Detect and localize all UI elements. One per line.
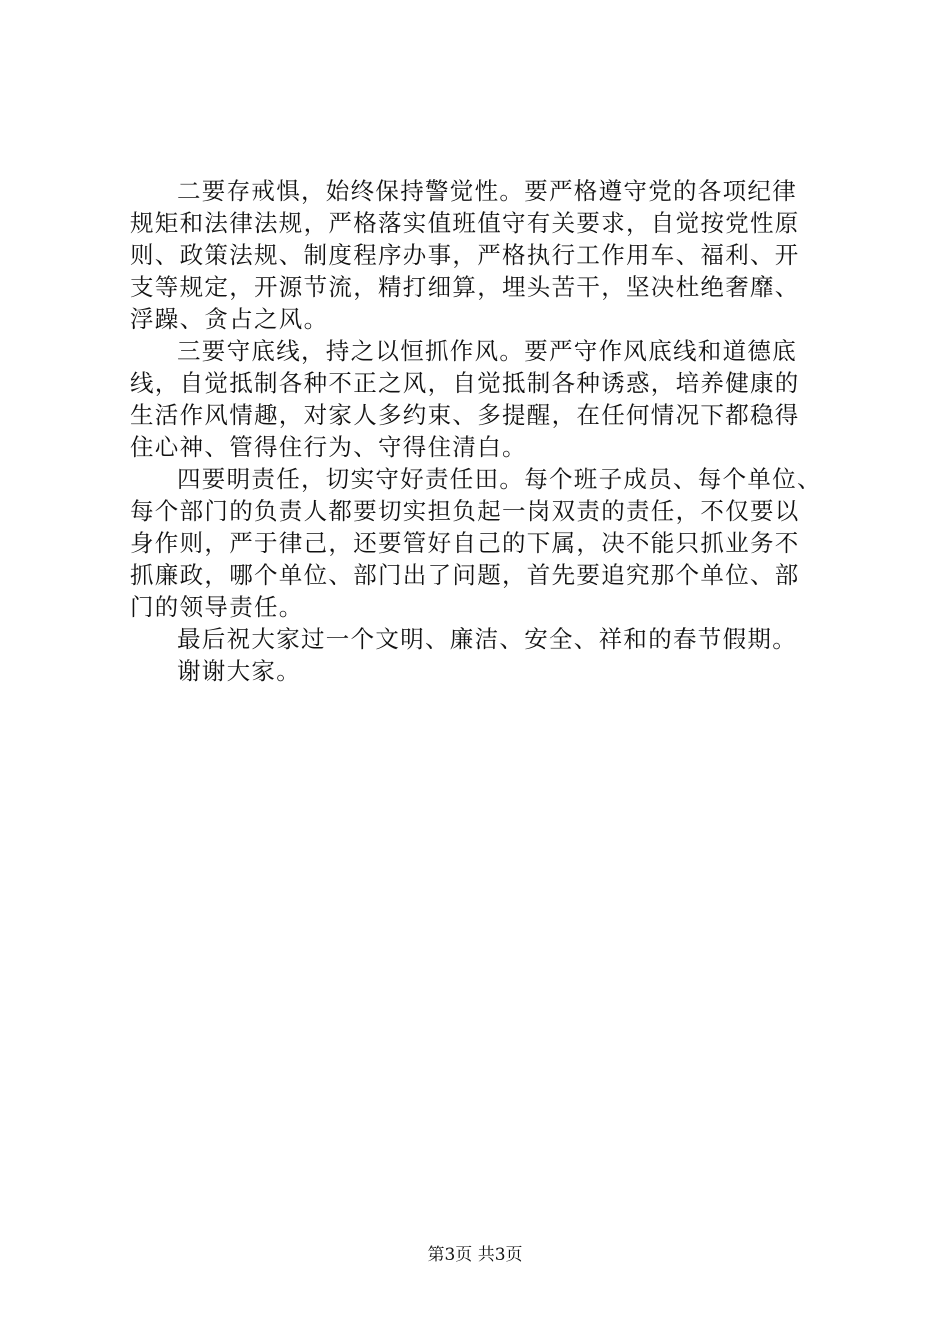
page-number-footer: 第3页 共3页 (427, 1245, 523, 1265)
paragraph-3-line-3: 生活作风情趣，对家人多约束、多提醒，在任何情况下都稳得 (130, 401, 800, 429)
paragraph-2-line-1: 二要存戒惧，始终保持警觉性。要严格遵守党的各项纪律 (177, 177, 797, 205)
paragraph-2-line-3: 则、政策法规、制度程序办事，严格执行工作用车、福利、开 (130, 241, 800, 269)
paragraph-4-line-5: 门的领导责任。 (130, 593, 304, 621)
closing-wishes: 最后祝大家过一个文明、廉洁、安全、祥和的春节假期。 (177, 625, 797, 653)
closing-thanks: 谢谢大家。 (177, 657, 301, 685)
paragraph-2-line-5: 浮躁、贪占之风。 (130, 305, 329, 333)
paragraph-3-line-1: 三要守底线，持之以恒抓作风。要严守作风底线和道德底 (177, 337, 797, 365)
paragraph-3-line-4: 住心神、管得住行为、守得住清白。 (130, 433, 527, 461)
paragraph-2-line-2: 规矩和法律法规，严格落实值班值守有关要求，自觉按党性原 (130, 209, 800, 237)
paragraph-4-line-1: 四要明责任，切实守好责任田。每个班子成员、每个单位、 (177, 465, 822, 493)
paragraph-4-line-2: 每个部门的负责人都要切实担负起一岗双责的责任，不仅要以 (130, 497, 800, 525)
paragraph-3-line-2: 线，自觉抵制各种不正之风，自觉抵制各种诱惑，培养健康的 (130, 369, 800, 397)
paragraph-4-line-3: 身作则，严于律己，还要管好自己的下属，决不能只抓业务不 (130, 529, 800, 557)
paragraph-4-line-4: 抓廉政，哪个单位、部门出了问题，首先要追究那个单位、部 (130, 561, 800, 589)
paragraph-2-line-4: 支等规定，开源节流，精打细算，埋头苦干，坚决杜绝奢靡、 (130, 273, 800, 301)
